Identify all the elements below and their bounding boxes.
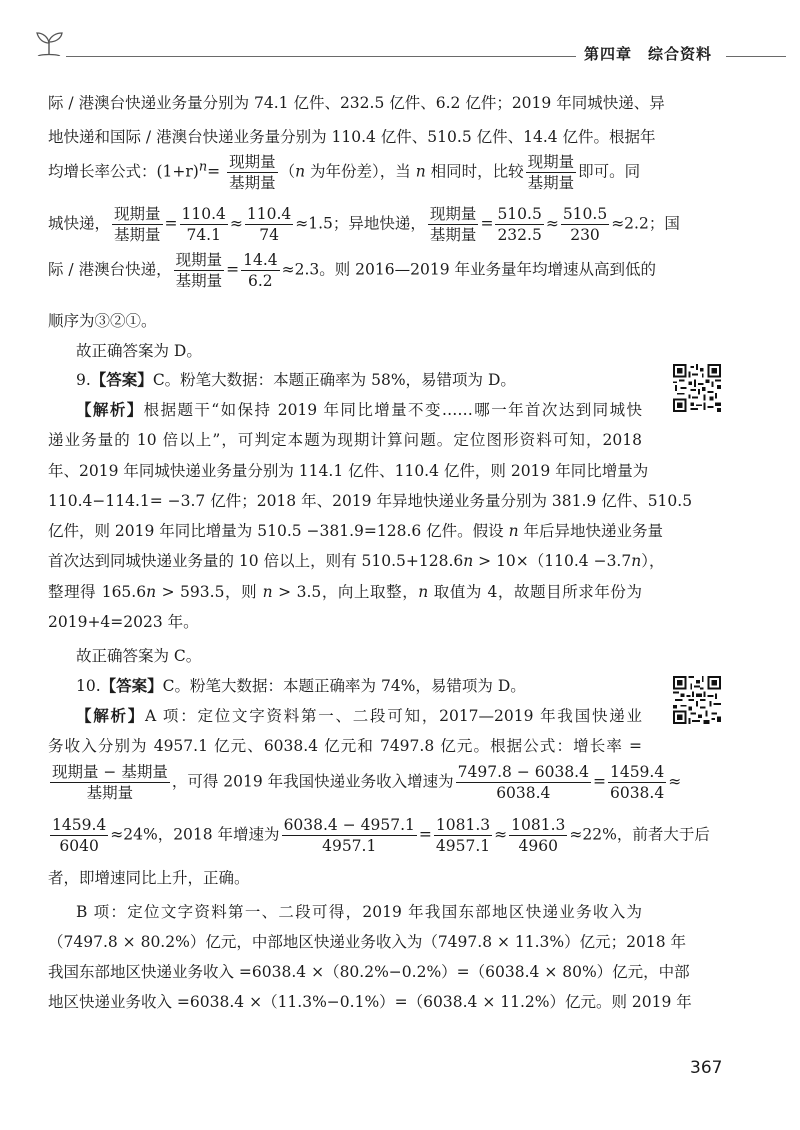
qr-code-icon[interactable] bbox=[673, 676, 721, 724]
text-line: 地区快递业务收入 =6038.4 ×（11.3%−0.1%）=（6038.4 × 11.2%）亿元。则 2019 年 bbox=[48, 993, 692, 1011]
fraction: $\frac{110.4}{74.1}$ bbox=[181, 205, 226, 244]
text-line: 地快递和国际 / 港澳台快递业务量分别为 110.4 亿件、510.5 亿件、14.4 亿件。根据年 bbox=[48, 128, 656, 146]
text-line: （7497.8 × 80.2%）亿元，中部地区快递业务收入为（7497.8 × 11.3%）亿元；2018 年 bbox=[48, 933, 687, 951]
fraction: $\frac{1081.3}{4960}$ bbox=[511, 816, 566, 855]
fraction: $\frac{7497.8 - 6038.4}{6038.4}$ bbox=[457, 763, 589, 802]
fraction: $\frac{1459.4}{6040}$ bbox=[52, 816, 107, 855]
text-line: 者，即增速同比上升，正确。 bbox=[48, 869, 250, 887]
fraction: $\frac{110.4}{74}$ bbox=[246, 205, 292, 244]
analysis-line: 【解析】根据题干“如保持 2019 年同比增量不变……哪一年首次达到同城快 bbox=[76, 400, 642, 419]
fraction: $\frac{510.5}{230}$ bbox=[562, 205, 608, 244]
fraction: $\frac{\text{现期量}}{\text{基期量}}$ bbox=[429, 205, 477, 244]
answer-line: 故正确答案为 D。 bbox=[76, 342, 202, 360]
answer-header: 9.【答案】C。粉笔大数据：本题正确率为 58%，易错项为 D。 bbox=[76, 370, 516, 389]
text-line-formula: 城快递， $\frac{\text{现期量}}{\text{基期量}}$ = $\frac{110.4}{74.1}$ ≈ $\frac{110.4}{74}$ ≈1.5；异地快递， $\frac{\text{现期量}}{\text{基期量}}$ = $\frac{510.5}{232.5}$ ≈ $\frac{510.5}{230}$ ≈2.2；国 bbox=[48, 205, 680, 244]
fraction: $\frac{\text{现期量}}{\text{基期量}}$ bbox=[175, 251, 223, 290]
text-line: 顺序为③②①。 bbox=[48, 312, 157, 330]
fraction: $\frac{14.4}{6.2}$ bbox=[243, 251, 278, 290]
answer-header: 10.【答案】C。粉笔大数据：本题正确率为 74%，易错项为 D。 bbox=[76, 676, 526, 695]
fraction: $\frac{1081.3}{4957.1}$ bbox=[435, 816, 491, 855]
chapter-label: 第四章 bbox=[584, 45, 633, 63]
text-line: 际 / 港澳台快递业务量分别为 74.1 亿件、232.5 亿件、6.2 亿件；2019 年同城快递、异 bbox=[48, 94, 665, 112]
qr-code-icon[interactable] bbox=[673, 364, 721, 412]
text-line: 务收入分别为 4957.1 亿元、6038.4 亿元和 7497.8 亿元。根据公式：增长率 = bbox=[48, 737, 642, 755]
answer-line: 故正确答案为 C。 bbox=[76, 647, 202, 665]
fraction: $\frac{\text{现期量}}{\text{基期量}}$ bbox=[114, 205, 161, 244]
text-line: 110.4−114.1= −3.7 亿件；2018 年、2019 年异地快递业务量分别为 381.9 亿件、510.5 bbox=[48, 492, 693, 510]
text-line: 首次达到同城快递业务量的 10 倍以上，则有 510.5+128.6n > 10×（110.4 −3.7n）， bbox=[48, 552, 665, 570]
text-line: 整理得 165.6n > 593.5，则 n > 3.5，向上取整，n 取值为 4，故题目所求年份为 bbox=[48, 583, 642, 601]
text-line: 年、2019 年同城快递业务量分别为 114.1 亿件、110.4 亿件，则 2019 年同比增量为 bbox=[48, 462, 649, 480]
text-line: 亿件，则 2019 年同比增量为 510.5 −381.9=128.6 亿件。假设 n 年后异地快递业务量 bbox=[48, 522, 664, 540]
analysis-line: 【解析】A 项：定位文字资料第一、二段可知，2017—2019 年我国快递业 bbox=[76, 706, 642, 725]
text-line: 递业务量的 10 倍以上”，可判定本题为现期计算问题。定位图形资料可知，2018 bbox=[48, 431, 642, 449]
header-rule-right bbox=[726, 56, 786, 57]
page-header bbox=[0, 0, 800, 80]
text-line-formula: $\frac{1459.4}{6040}$ ≈24%，2018 年增速为 $\frac{6038.4 - 4957.1}{4957.1}$ = $\frac{1081.3}{4957.1}$ ≈ $\frac{1081.3}{4960}$ ≈22%，前者大于后 bbox=[52, 816, 710, 855]
fraction: $\frac{\text{现期量 − 基期量}}{\text{基期量}}$ bbox=[52, 763, 168, 802]
fraction: $\frac{\text{现期量}}{\text{基期量}}$ bbox=[229, 153, 276, 192]
fraction: $\frac{1459.4}{6038.4}$ bbox=[609, 763, 665, 802]
sprout-icon bbox=[34, 30, 64, 56]
fraction: $\frac{510.5}{232.5}$ bbox=[497, 205, 542, 244]
text-line-formula: 际 / 港澳台快递， $\frac{\text{现期量}}{\text{基期量}}$ = $\frac{14.4}{6.2}$ ≈2.3。则 2016—2019 年业务量年均增速从高到低的 bbox=[48, 251, 656, 290]
section-label: 综合资料 bbox=[648, 45, 713, 63]
text-line: 2019+4=2023 年。 bbox=[48, 613, 199, 631]
header-rule-left bbox=[66, 56, 576, 57]
chapter-heading bbox=[584, 43, 712, 64]
text-line: 我国东部地区快递业务收入 =6038.4 ×（80.2%−0.2%）=（6038.4 × 80%）亿元，中部 bbox=[48, 963, 690, 981]
page-number: 367 bbox=[690, 1058, 723, 1078]
fraction: $\frac{\text{现期量}}{\text{基期量}}$ bbox=[527, 153, 575, 192]
text-line-formula: 均增长率公式：$(1+r)^n=$ $\frac{\text{现期量}}{\text{基期量}}$ （n 为年份差），当 n 相同时，比较 $\frac{\text{现期量}}{\text{基期量}}$ 即可。同 bbox=[48, 153, 641, 192]
text-line: B 项：定位文字资料第一、二段可得，2019 年我国东部地区快递业务收入为 bbox=[76, 903, 642, 921]
fraction: $\frac{6038.4 - 4957.1}{4957.1}$ bbox=[283, 816, 415, 855]
text-line-formula: $\frac{\text{现期量 − 基期量}}{\text{基期量}}$ ，可得 2019 年我国快递业务收入增速为 $\frac{7497.8 - 6038.4}{6038.4}$ = $\frac{1459.4}{6038.4}$ ≈ bbox=[52, 763, 682, 802]
